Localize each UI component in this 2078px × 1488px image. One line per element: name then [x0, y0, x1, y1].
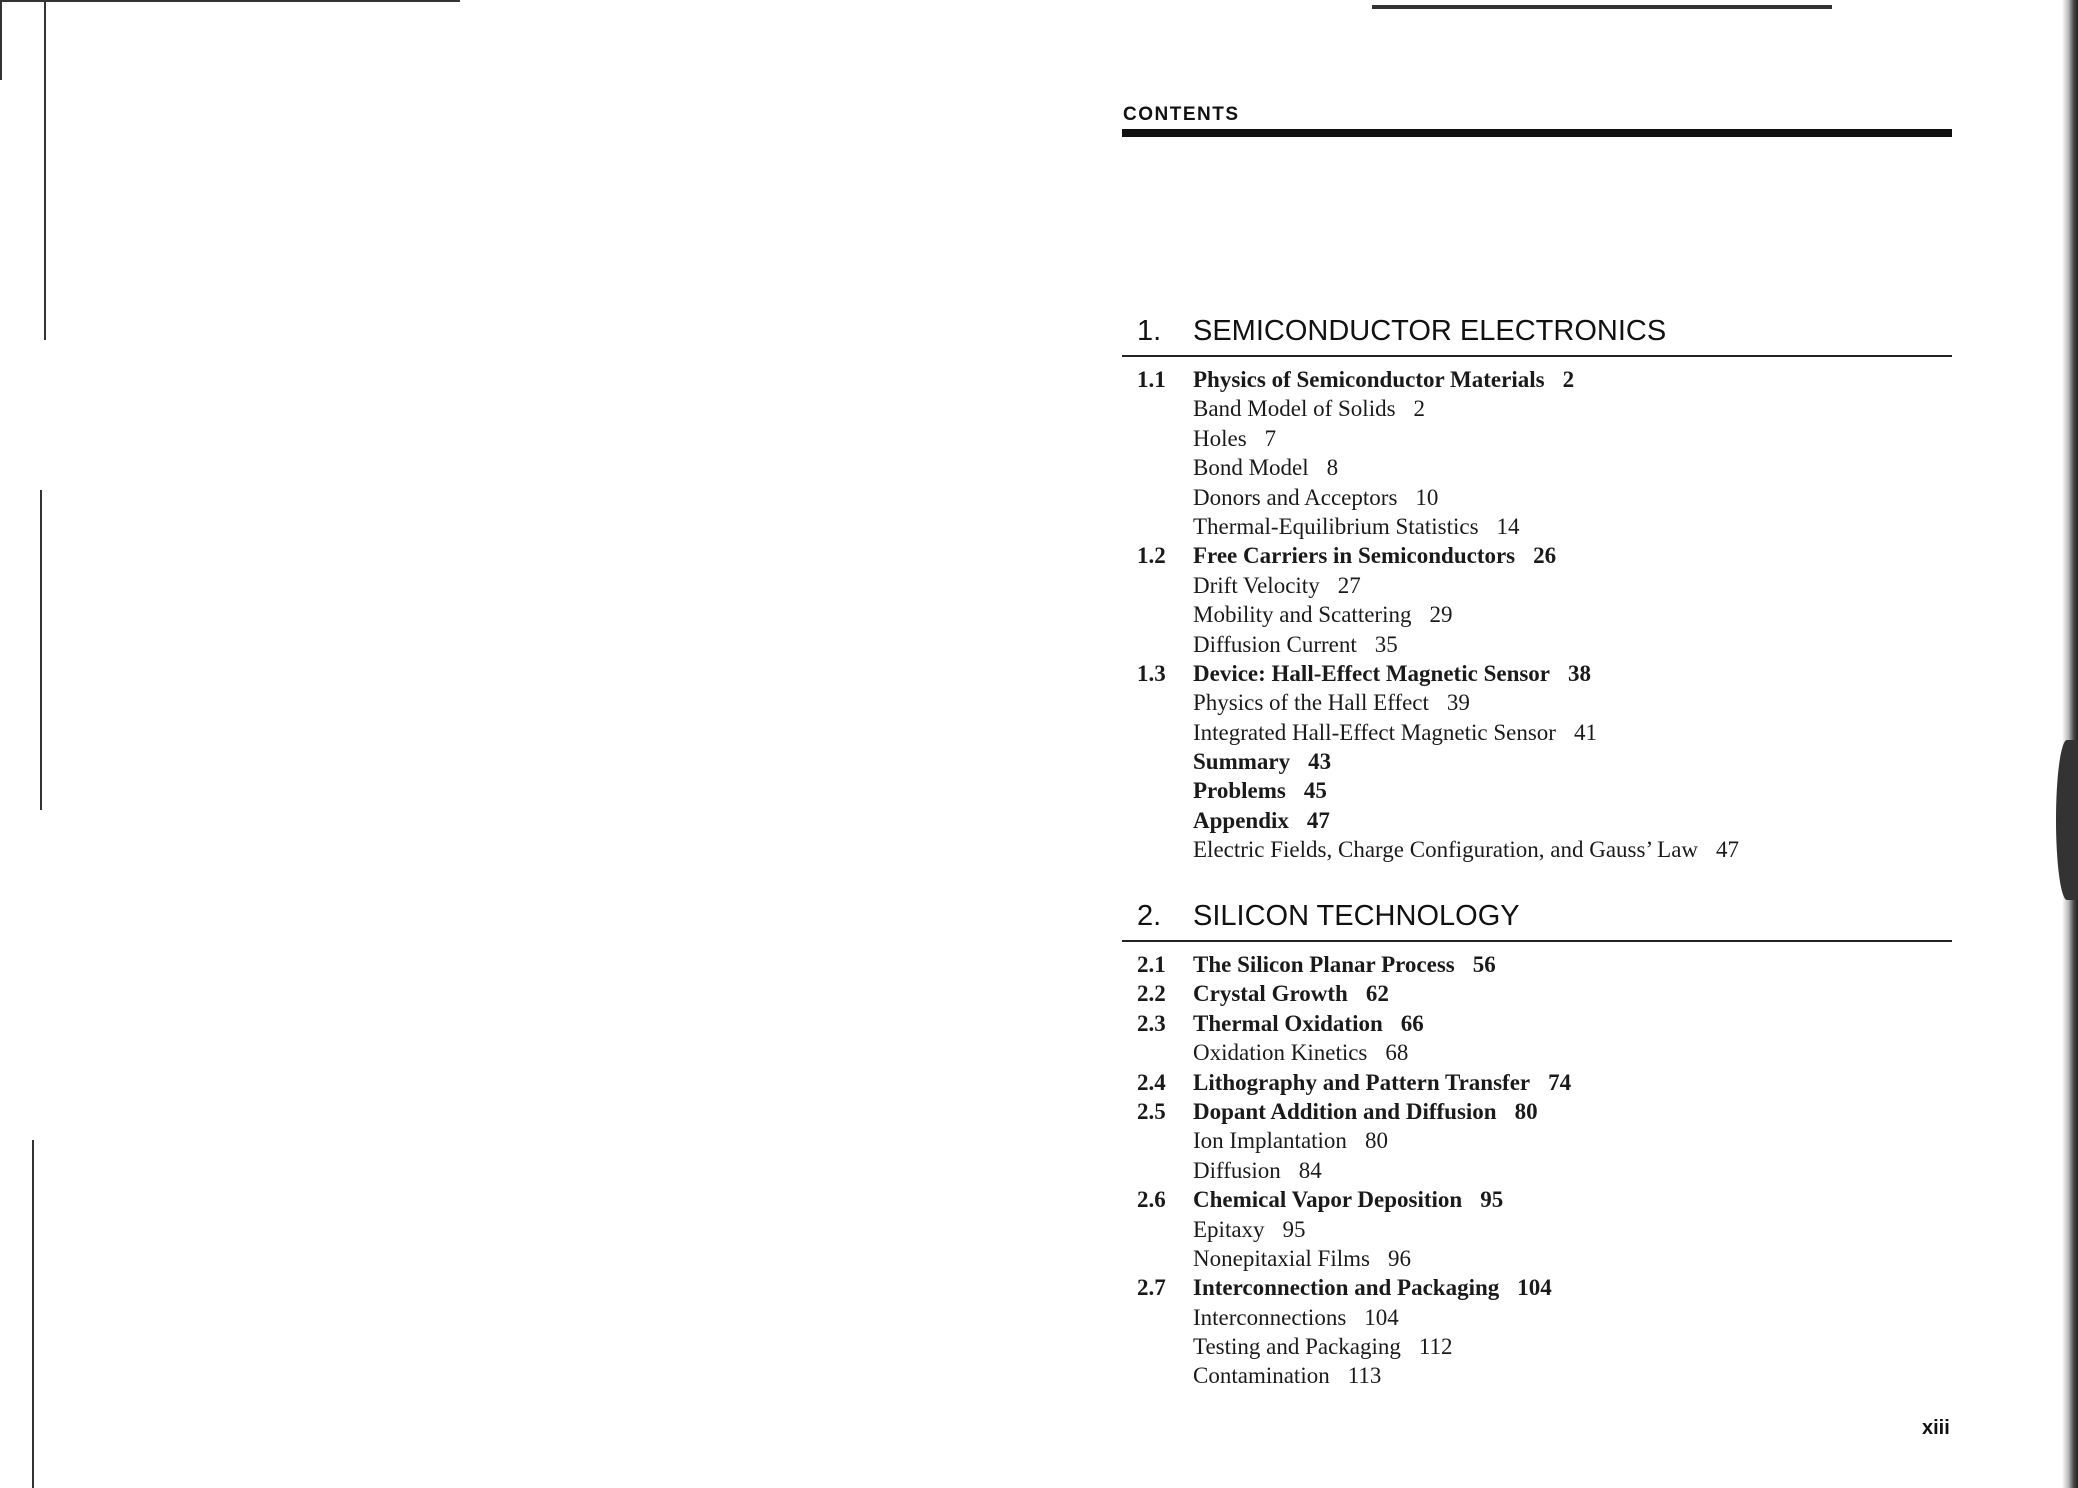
entry-title: Mobility and Scattering [1193, 602, 1412, 628]
entry-page-number: 96 [1387, 1245, 1411, 1271]
section-number: 2.4 [1137, 1069, 1166, 1095]
section-number: 2.7 [1137, 1275, 1166, 1301]
entry-title-group [1193, 1244, 1411, 1273]
entry-page-number: 47 [1716, 837, 1740, 863]
toc-subsection-entry [1122, 806, 1952, 835]
entry-page-number: 68 [1385, 1040, 1409, 1066]
entry-page-number: 47 [1306, 807, 1330, 833]
entry-title: The Silicon Planar Process [1193, 952, 1455, 977]
entry-page-number: 74 [1548, 1069, 1572, 1095]
section-number: 2.3 [1137, 1010, 1166, 1036]
entry-page-number: 29 [1429, 602, 1453, 628]
toc-subsection-entry [1122, 424, 1952, 453]
entry-title: Crystal Growth [1193, 981, 1348, 1007]
contents-heading: CONTENTS [1123, 104, 1240, 125]
entry-title: Diffusion [1193, 1157, 1281, 1183]
toc-subsection-entry [1122, 776, 1952, 805]
toc-subsection-entry [1122, 1244, 1952, 1273]
entry-title: Physics of the Hall Effect [1193, 690, 1429, 716]
chapter-title-bar [1122, 900, 1952, 942]
chapter-number: 2. [1137, 900, 1162, 932]
entry-title: Interconnection and Packaging [1193, 1275, 1500, 1301]
entry-page-number: 113 [1347, 1363, 1382, 1389]
entry-title-group [1193, 512, 1520, 541]
entry-title-group [1193, 600, 1452, 629]
chapter-1 [1122, 315, 1952, 865]
toc-subsection-entry [1122, 1361, 1952, 1390]
toc-subsection-entry [1122, 1126, 1952, 1155]
entry-page-number: 7 [1264, 425, 1277, 451]
toc-section-entry [1122, 1097, 1952, 1126]
entry-title: Free Carriers in Semiconductors [1193, 543, 1516, 569]
entry-page-number: 43 [1308, 749, 1332, 775]
entry-title-group [1193, 1303, 1399, 1332]
toc-section-entry [1122, 979, 1952, 1008]
entry-title-group [1193, 1273, 1552, 1302]
entry-page-number: 2 [1562, 367, 1575, 392]
toc-section-entry [1122, 1068, 1952, 1097]
entry-page-number: 80 [1514, 1098, 1538, 1124]
section-number: 1.2 [1137, 543, 1166, 569]
entry-title-group [1193, 688, 1470, 717]
entry-title-group [1193, 1068, 1571, 1097]
toc-subsection-entry [1122, 600, 1952, 629]
entry-page-number: 80 [1364, 1128, 1388, 1154]
toc-subsection-entry [1122, 718, 1952, 747]
entry-title: Device: Hall-Effect Magnetic Sensor [1193, 660, 1551, 686]
entry-title: Holes [1193, 425, 1247, 451]
entry-title-group [1193, 979, 1389, 1008]
scan-line-top-left [0, 0, 460, 2]
chapter-1-entries [1122, 365, 1952, 865]
entry-page-number: 14 [1496, 513, 1520, 539]
entry-title-group [1193, 571, 1361, 600]
entry-title: Oxidation Kinetics [1193, 1040, 1368, 1066]
entry-title-group [1193, 1009, 1424, 1038]
scan-line-left-mid [40, 490, 42, 810]
toc-section-entry [1122, 541, 1952, 570]
entry-page-number: 112 [1418, 1334, 1453, 1360]
binding-sticker [2056, 740, 2078, 900]
entry-title-group [1193, 1097, 1538, 1126]
toc-subsection-entry [1122, 688, 1952, 717]
toc-subsection-entry [1122, 1332, 1952, 1361]
entry-title: Diffusion Current [1193, 631, 1357, 657]
page-number: xiii [1922, 1417, 1950, 1439]
entry-title-group [1193, 1185, 1503, 1214]
toc-subsection-entry [1122, 571, 1952, 600]
toc-subsection-entry [1122, 1215, 1952, 1244]
entry-title: Physics of Semiconductor Materials [1193, 367, 1545, 392]
entry-title-group [1193, 1361, 1381, 1390]
entry-title: Problems [1193, 778, 1286, 804]
scan-line-left-top [44, 0, 46, 340]
entry-title-group [1193, 424, 1276, 453]
entry-title: Interconnections [1193, 1304, 1347, 1330]
entry-title-group [1193, 806, 1330, 835]
entry-page-number: 10 [1415, 484, 1439, 510]
entry-title-group [1193, 1156, 1322, 1185]
entry-page-number: 104 [1517, 1275, 1552, 1301]
section-number: 2.5 [1137, 1098, 1166, 1124]
toc-subsection-entry [1122, 630, 1952, 659]
scan-line-top-right [1372, 5, 1832, 9]
entry-title-group [1193, 747, 1331, 776]
entry-page-number: 8 [1326, 455, 1339, 481]
entry-title: Electric Fields, Charge Configuration, and Gauss’ Law [1193, 837, 1699, 863]
entry-title: Chemical Vapor Deposition [1193, 1187, 1463, 1213]
toc-section-entry [1122, 1009, 1952, 1038]
entry-title-group [1193, 1215, 1306, 1244]
toc-section-entry [1122, 1185, 1952, 1214]
chapter-2 [1122, 900, 1952, 1391]
entry-title: Drift Velocity [1193, 572, 1320, 598]
entry-title: Summary [1193, 749, 1291, 775]
toc-subsection-entry [1122, 483, 1952, 512]
entry-title-group [1193, 1332, 1453, 1361]
entry-title: Testing and Packaging [1193, 1334, 1401, 1360]
entry-page-number: 95 [1282, 1216, 1306, 1242]
entry-title-group [1193, 950, 1496, 979]
entry-page-number: 26 [1533, 543, 1557, 569]
section-number: 1.3 [1137, 660, 1166, 686]
section-number: 2.1 [1137, 952, 1166, 977]
toc-subsection-entry [1122, 747, 1952, 776]
toc-section-entry [1122, 659, 1952, 688]
entry-page-number: 38 [1568, 660, 1592, 686]
entry-page-number: 39 [1446, 690, 1470, 716]
chapter-2-entries [1122, 950, 1952, 1391]
entry-page-number: 45 [1303, 778, 1327, 804]
entry-page-number: 66 [1400, 1010, 1424, 1036]
scan-line-left-tick [0, 0, 2, 80]
entry-title: Dopant Addition and Diffusion [1193, 1098, 1497, 1124]
entry-page-number: 41 [1573, 719, 1597, 745]
entry-title-group [1193, 835, 1739, 864]
entry-page-number: 84 [1298, 1157, 1322, 1183]
scan-line-left-bottom [32, 1140, 34, 1488]
entry-page-number: 104 [1364, 1304, 1399, 1330]
toc-section-entry [1122, 950, 1952, 979]
entry-title: Appendix [1193, 807, 1289, 833]
entry-title: Contamination [1193, 1363, 1330, 1389]
entry-title-group [1193, 541, 1556, 570]
chapter-number: 1. [1137, 315, 1162, 347]
toc-subsection-entry [1122, 1303, 1952, 1332]
entry-title-group [1193, 1126, 1388, 1155]
entry-title: Donors and Acceptors [1193, 484, 1398, 510]
entry-title: Integrated Hall-Effect Magnetic Sensor [1193, 719, 1556, 745]
chapter-title: SEMICONDUCTOR ELECTRONICS [1193, 315, 1667, 347]
entry-title-group [1193, 718, 1597, 747]
entry-title-group [1193, 776, 1327, 805]
contents-rule [1122, 129, 1952, 137]
toc-subsection-entry [1122, 394, 1952, 423]
section-number: 1.1 [1137, 367, 1166, 392]
toc-subsection-entry [1122, 1038, 1952, 1067]
entry-title: Epitaxy [1193, 1216, 1265, 1242]
entry-page-number: 2 [1413, 396, 1426, 422]
entry-title: Ion Implantation [1193, 1128, 1347, 1154]
entry-title: Thermal Oxidation [1193, 1010, 1383, 1036]
entry-title-group [1193, 1038, 1408, 1067]
toc-subsection-entry [1122, 835, 1952, 864]
entry-page-number: 56 [1472, 952, 1496, 977]
entry-page-number: 95 [1480, 1187, 1504, 1213]
entry-title-group [1193, 483, 1438, 512]
entry-title: Bond Model [1193, 455, 1309, 481]
chapter-title: SILICON TECHNOLOGY [1193, 900, 1520, 932]
toc-section-entry [1122, 1273, 1952, 1302]
entry-title-group [1193, 394, 1425, 423]
toc-subsection-entry [1122, 512, 1952, 541]
entry-page-number: 27 [1337, 572, 1361, 598]
section-number: 2.2 [1137, 981, 1166, 1007]
entry-title: Lithography and Pattern Transfer [1193, 1069, 1531, 1095]
toc-section-entry [1122, 365, 1952, 394]
section-number: 2.6 [1137, 1187, 1166, 1213]
entry-title: Thermal-Equilibrium Statistics [1193, 513, 1479, 539]
toc-subsection-entry [1122, 1156, 1952, 1185]
chapter-title-bar [1122, 315, 1952, 357]
entry-title-group [1193, 630, 1398, 659]
entry-page-number: 62 [1365, 981, 1389, 1007]
entry-title: Nonepitaxial Films [1193, 1245, 1370, 1271]
entry-title: Band Model of Solids [1193, 396, 1396, 422]
toc-subsection-entry [1122, 453, 1952, 482]
entry-page-number: 35 [1374, 631, 1398, 657]
entry-title-group [1193, 659, 1591, 688]
entry-title-group [1193, 453, 1338, 482]
entry-title-group [1193, 365, 1574, 394]
